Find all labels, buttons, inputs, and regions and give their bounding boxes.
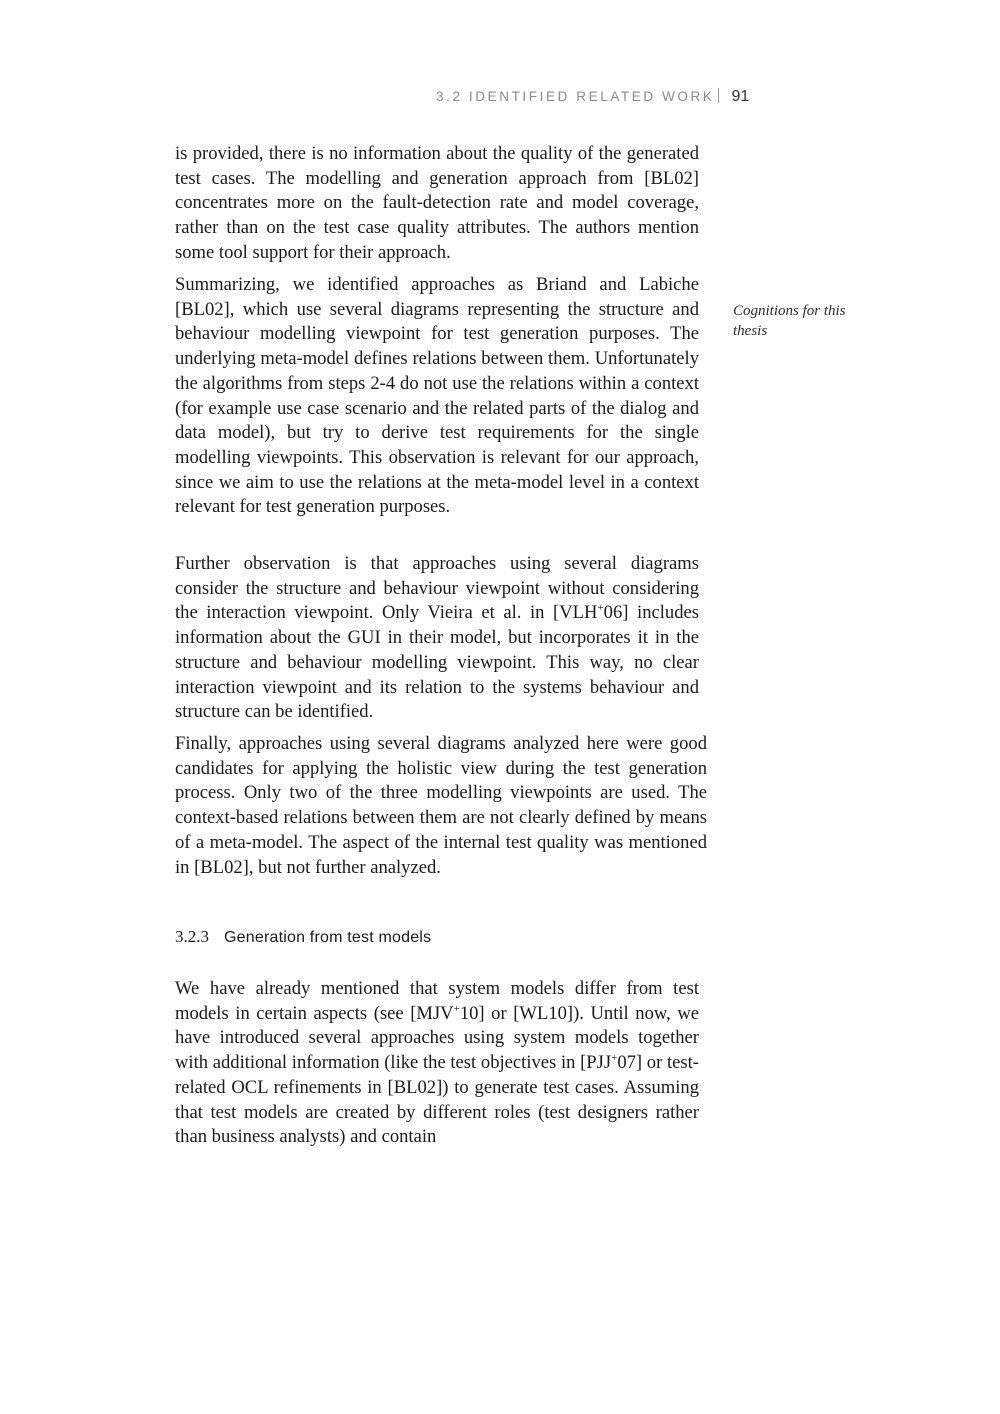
header-divider [718,88,719,103]
paragraph-summarizing: Summarizing, we identified approaches as Briand and Labiche [BL02], which use several diagrams representing the structure and behaviour modelling viewpoint for test generation purposes. The underlying meta-model defines relations between them. Unfortunately the algorithms from steps 2-4 do not use the relations within a context (for example use case scenario and the related parts of the dialog and data model), but try to derive test requirements for the single modelling viewpoints. This observation is relevant for our approach, since we aim to use the relations at the meta-model level in a context relevant for test generation purposes. [175,274,699,518]
paragraph-text-segment: 07] or test-related OCL refinements in [BL02]) to generate test cases. Assuming that test models are created by different roles (test designers rather than business analysts) and contain [175,1052,699,1148]
paragraph-text-segment: Further observation is that approaches using several diagrams consider the structure and behaviour viewpoint without considering the interaction viewpoint. Only Vieira et al. in [VLH [175,553,699,624]
paragraph-text-segment: We have already mentioned that system models differ from test models in certain aspects (see [MJV [175,978,699,1024]
page-number: 91 [731,88,750,105]
margin-note: Cognitions for this thesis [733,303,846,339]
paragraph-test-models [175,977,699,1150]
paragraph-further-observation [175,552,699,725]
citation-superscript: + [611,1051,618,1064]
subsection-heading [175,927,431,947]
paragraph-text-segment: 06] includes information about the GUI in their model, but incorporates it in the structure and behaviour modelling viewpoint. This way, no clear interaction viewpoint and its relation to the systems behaviour and structure can be identified. [175,602,700,723]
citation-superscript: + [453,1002,460,1015]
paragraph-text-segment: 10] or [WL10]). Until now, we have introduced several approaches using system models together with additional information (like the test objectives in [PJJ [175,1002,699,1074]
subsection-number: 3.2.3 [175,927,209,946]
running-header [436,86,749,106]
running-header-section: 3.2 IDENTIFIED RELATED WORK [436,89,715,104]
citation-superscript: + [597,602,604,615]
paragraph-finally: Finally, approaches using several diagrams analyzed here were good candidates for applying the holistic view during the test generation process. Only two of the three modelling viewpoints are used. The context-based relations between them are not clearly defined by means of a meta-model. The aspect of the internal test quality was mentioned in [BL02], but not further analyzed. [175,733,707,878]
subsection-title: Generation from test models [224,929,432,946]
paragraph-quality-info: is provided, there is no information about the quality of the generated test cases. The modelling and generation approach from [BL02] concentrates more on the fault-detection rate and model coverage, rather than on the test case quality attributes. The authors mention some tool support for their approach. [175,143,699,263]
